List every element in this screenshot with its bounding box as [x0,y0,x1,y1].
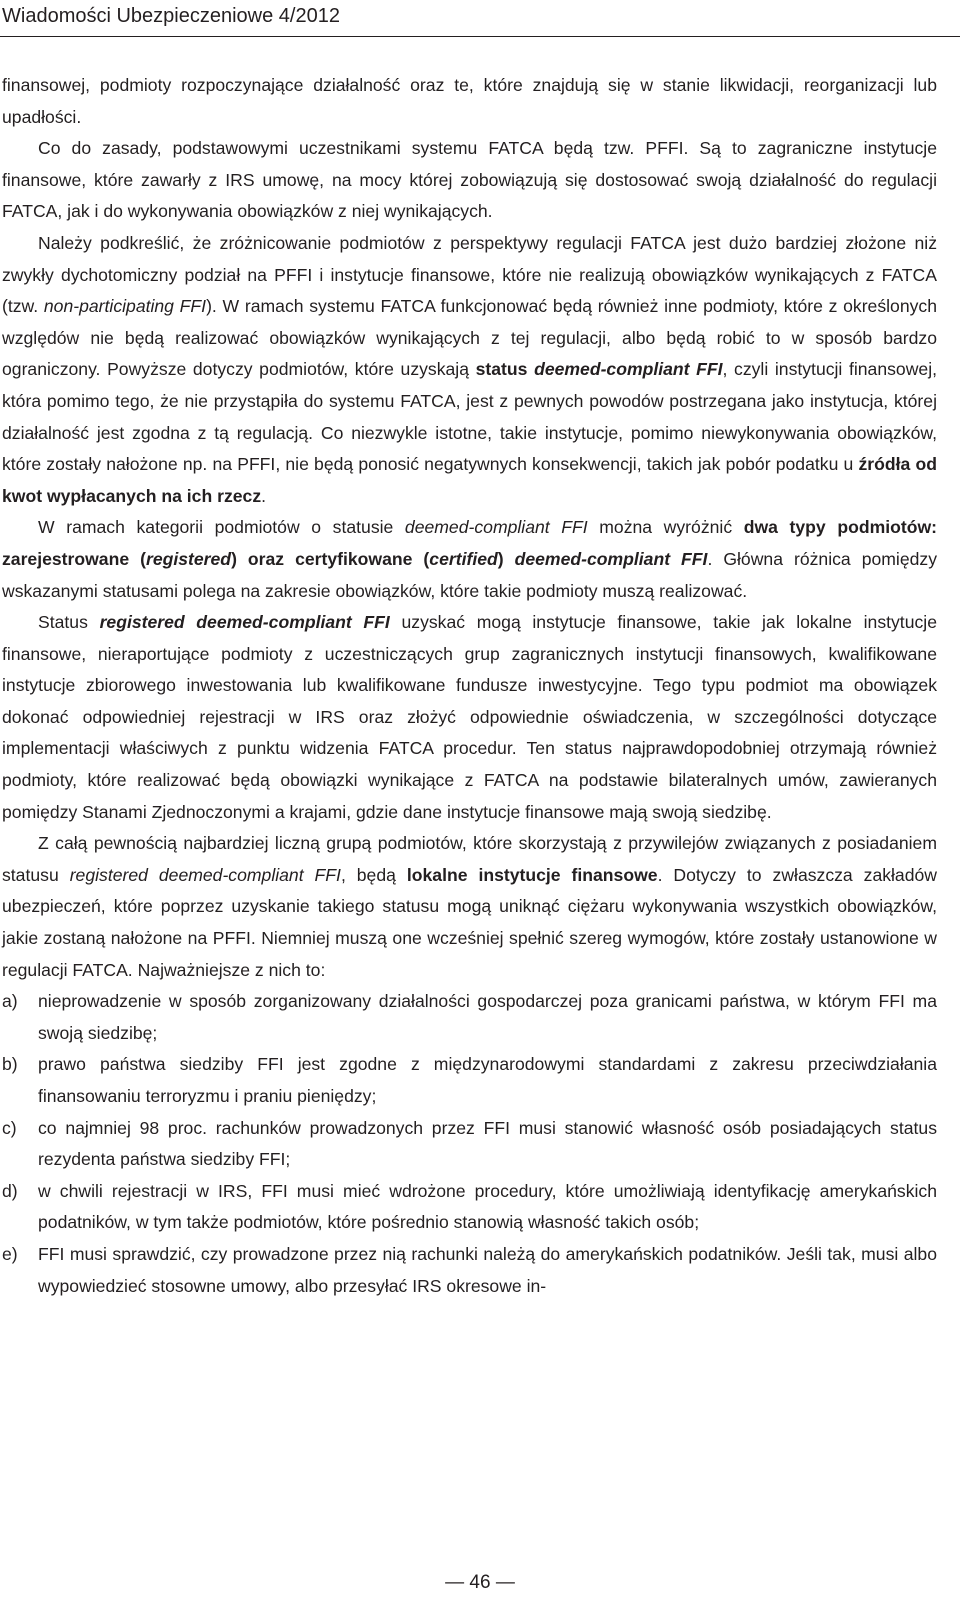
italic-term: non-participating FFI [43,296,207,317]
journal-title: Wiadomości Ubezpieczeniowe 4/2012 [2,5,340,27]
list-marker: a) [2,991,18,1012]
list-marker: d) [2,1180,18,1201]
bold-term: ) [497,548,515,569]
paragraph-3 [2,228,937,512]
text-run: finansowej, podmioty rozpoczynające działalność oraz te, które znajdują się w stanie likwidacji, reorganizacji lub upadłości. [2,75,937,127]
italic-term: registered deemed-compliant FFI [69,864,341,885]
text-run: Należy podkreślić, że zróżnicowanie podmiotów z perspektywy regulacji FATCA jest dużo bardziej złożone niż zwykły dychotomiczny podział na PFFI i instytucje finansowe, które nie realizują obowiązków wynikających z FATCA (tzw. [2,232,937,317]
text-run: W ramach kategorii podmiotów o statusie [38,517,405,538]
list-item-d [2,1176,937,1239]
paragraph-2 [2,133,937,228]
bold-italic-term: registered [145,548,232,569]
list-item-text: FFI musi sprawdzić, czy prowadzone przez nią rachunki należą do amerykańskich podatników. Jeśli tak, musi albo wypowiedzieć stosowne umowy, albo przesyłać IRS okresowe in- [38,1243,937,1296]
bold-term: dwa typy podmiotów: zarejestrowane ( [2,517,937,569]
text-run: Status [38,612,100,633]
list-item-c [2,1113,937,1176]
bold-italic-term: registered deemed-compliant FFI [99,612,390,633]
list-item-b [2,1049,937,1112]
text-run: . [261,485,267,506]
bold-term: status [475,359,535,380]
page-number: — 46 — [445,1572,515,1593]
list-item-text: co najmniej 98 proc. rachunków prowadzonych przez FFI musi stanowić własność osób posiadających status rezydenta państwa siedziby FFI; [38,1117,937,1170]
paragraph-4 [2,512,937,607]
text-run: ). W ramach systemu FATCA funkcjonować będą również inne podmioty, które z określonych względów nie będą realizować obowiązków wynikających z tej regulacji, albo będą robić to w sposób bardzo ograniczony. Powyższe dotyczy podmiotów, które uzyskają [2,296,937,380]
text-run: można wyróżnić [587,517,744,538]
text-run: Co do zasady, podstawowymi uczestnikami systemu FATCA będą tzw. PFFI. Są to zagraniczne instytucje finansowe, które zawarły z IRS umowę, na mocy której zobowiązują się dostosować swoją działalność do regulacji FATCA, jak i do wykonywania obowiązków z niej wynikających. [2,138,937,222]
bold-term: źródła od kwot wypłacanych na ich rzecz [2,454,937,506]
text-run: . Dotyczy to zwłaszcza zakładów ubezpieczeń, które poprzez uzyskanie takiego statusu mogą uniknąć ciężaru wykonywania wszystkich obowiązków, jakie zostaną nałożone na PFFI. Niemniej muszą one wcześniej spełnić szereg wymogów, które zostały ustanowione w regulacji FATCA. Najważniejsze z nich to: [2,864,937,980]
italic-term: deemed-compliant FFI [404,517,588,538]
text-run: Z całą pewnością najbardziej liczną grupą podmiotów, które skorzystają z przywilejów związanych z posiadaniem statusu [2,833,937,885]
bold-italic-term: certified [429,548,498,569]
list-item-e [2,1239,937,1302]
bold-italic-term: deemed-compliant FFI [514,548,708,569]
text-run: . Główna różnica pomiędzy wskazanymi statusami polega na zakresie obowiązków, które takie podmioty muszą realizować. [2,548,937,601]
list-item-a [2,986,937,1049]
list-marker: b) [2,1054,18,1075]
paragraph-1 [2,70,937,133]
list-item-text: nieprowadzenie w sposób zorganizowany działalności gospodarczej poza granicami państwa, w którym FFI ma swoją siedzibę; [38,991,937,1043]
text-run: , będą [340,864,407,885]
text-run: uzyskać mogą instytucje finansowe, takie jak lokalne instytucje finansowe, nieraportujące podmioty z uczestniczących grup zagranicznych instytucji finansowych, kwalifikowane instytucje zbiorowego inwestowania lub kwalifikowane fundusze inwestycyjne. Tego typu podmiot ma obowiązek dokonać odpowiedniej rejestracji w IRS oraz złożyć odpowiednie oświadczenia, w szczególności dotyczące implementacji właściwych z punktu widzenia FATCA procedur. Ten status najprawdopodobniej otrzymają również podmioty, które realizować będą obowiązki wynikające z FATCA na podstawie bilateralnych umów, zawieranych pomiędzy Stanami Zjednoczonymi a krajami, gdzie dane instytucje finansowe mają swoją siedzibę. [2,612,937,822]
list-item-text: prawo państwa siedziby FFI jest zgodne z międzynarodowymi standardami z zakresu przeciwdziałania finansowaniu terroryzmu i praniu pieniędzy; [38,1054,937,1106]
list-marker: c) [2,1117,17,1138]
bold-italic-term: deemed-compliant FFI [534,359,723,380]
running-header [0,0,960,37]
bold-term: lokalne instytucje finansowe [406,864,658,885]
list-marker: e) [2,1243,18,1264]
paragraph-6 [2,828,937,986]
article-body [2,70,937,1302]
bold-term: ) oraz certyfikowane ( [231,548,430,569]
list-item-text: w chwili rejestracji w IRS, FFI musi mieć wdrożone procedury, które umożliwiają identyfikację amerykańskich podatników, w tym także podmiotów, które pośrednio stanowią własność takich osób; [38,1180,937,1233]
text-run: , czyli instytucji finansowej, która pomimo tego, że nie przystąpiła do systemu FATCA, jest z pewnych powodów postrzegana jako instytucja, której działalność jest zgodna z tą regulacją. Co niezwykle istotne, takie instytucje, pomimo niewykonywania obowiązków, które zostały nałożone np. na PFFI, nie będą ponosić negatywnych konsekwencji, takich jak pobór podatku u [2,359,937,475]
paragraph-5 [2,607,937,828]
